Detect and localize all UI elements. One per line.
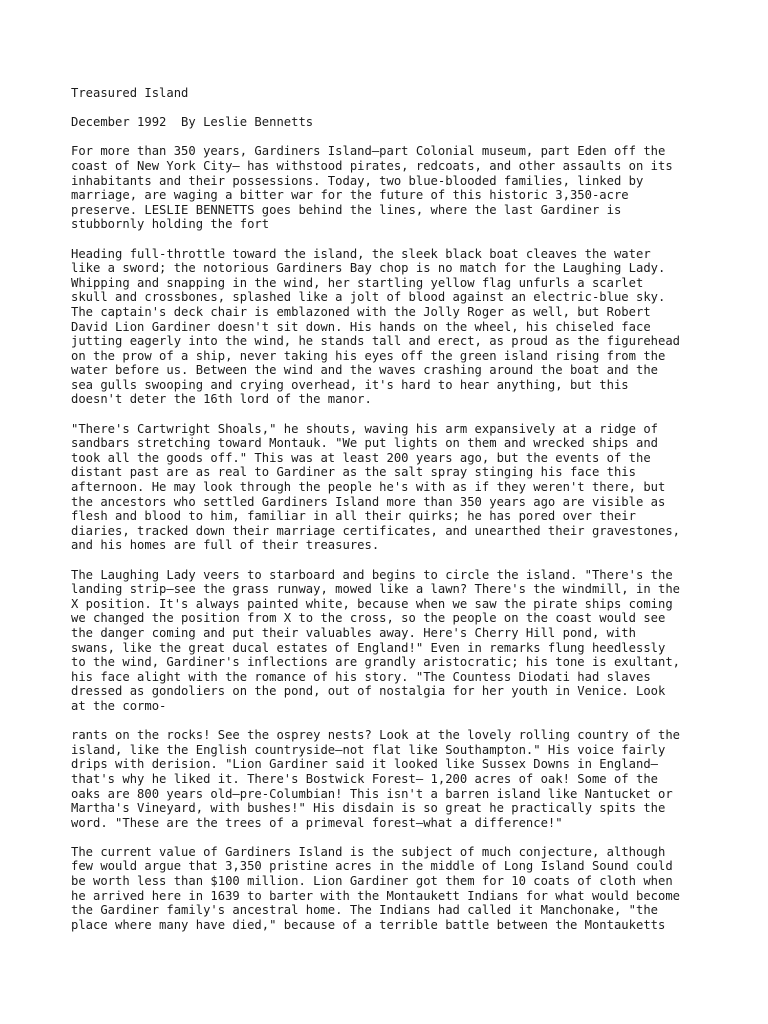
paragraph [71, 247, 711, 408]
text-line: drips with derision. "Lion Gardiner said it looked like Sussex Downs in England— [71, 757, 658, 772]
text-line: the danger coming and put their valuables away. Here's Cherry Hill pond, with [71, 625, 636, 640]
text-line: inhabitants and their possessions. Today, two blue-blooded families, linked by [71, 173, 644, 188]
text-line: flesh and blood to him, familiar in all their quirks; he has pored over their [71, 509, 636, 524]
text-line: water before us. Between the wind and the waves crashing around the boat and the [71, 363, 658, 378]
paragraph [71, 728, 711, 830]
text-line: skull and crossbones, splashed like a jolt of blood against an electric-blue sky. [71, 290, 666, 305]
text-line: David Lion Gardiner doesn't sit down. His hands on the wheel, his chiseled face [71, 319, 651, 334]
text-line: diaries, tracked down their marriage certificates, and unearthed their gravestones, [71, 523, 681, 538]
text-line: word. "These are the trees of a primeval forest—what a difference!" [71, 815, 563, 830]
text-line: on the prow of a ship, never taking his eyes off the green island rising from the [71, 348, 666, 363]
text-line: Whipping and snapping in the wind, her startling yellow flag unfurls a scarlet [71, 275, 644, 290]
text-line: few would argue that 3,350 pristine acres in the middle of Long Island Sound could [71, 859, 673, 874]
paragraph [71, 422, 711, 553]
text-line: jutting eagerly into the wind, he stands tall and erect, as proud as the figurehead [71, 334, 681, 349]
text-line: landing strip—see the grass runway, mowed like a lawn? There's the windmill, in the [71, 582, 681, 597]
text-line: place where many have died," because of a terrible battle between the Montauketts [71, 917, 666, 932]
text-line: took all the goods off." This was at least 200 years ago, but the events of the [71, 450, 651, 465]
text-line: we changed the position from X to the cross, so the people on the coast would see [71, 611, 666, 626]
text-line: coast of New York City— has withstood pirates, redcoats, and other assaults on its [71, 158, 673, 173]
text-line: he arrived here in 1639 to barter with the Montaukett Indians for what would become [71, 888, 681, 903]
text-line: his face alight with the romance of his story. "The Countess Diodati had slaves [71, 669, 651, 684]
text-line: sea gulls swooping and crying overhead, it's hard to hear anything, but this [71, 377, 629, 392]
paragraph [71, 568, 711, 714]
text-line: dressed as gondoliers on the pond, out of nostalgia for her youth in Venice. Look [71, 684, 666, 699]
text-line: to the wind, Gardiner's inflections are grandly aristocratic; his tone is exultant, [71, 655, 681, 670]
text-line: distant past are as real to Gardiner as the salt spray stinging his face this [71, 465, 636, 480]
text-line: sandbars stretching toward Montauk. "We put lights on them and wrecked ships and [71, 436, 658, 451]
text-line: the ancestors who settled Gardiners Island more than 350 years ago are visible as [71, 494, 666, 509]
paragraph [71, 845, 711, 933]
text-line: preserve. LESLIE BENNETTS goes behind the lines, where the last Gardiner is [71, 202, 622, 217]
text-line: like a sword; the notorious Gardiners Bay chop is no match for the Laughing Lady. [71, 261, 666, 276]
text-line: afternoon. He may look through the people he's with as if they weren't there, but [71, 480, 666, 495]
text-line: island, like the English countryside—not flat like Southampton." His voice fairly [71, 742, 666, 757]
text-line: Martha's Vineyard, with bushes!" His disdain is so great he practically spits the [71, 801, 666, 816]
text-line: that's why he liked it. There's Bostwick Forest— 1,200 acres of oak! Some of the [71, 771, 658, 786]
text-line: The current value of Gardiners Island is the subject of much conjecture, although [71, 844, 666, 859]
article-title: Treasured Island [71, 86, 189, 100]
text-line: "There's Cartwright Shoals," he shouts, waving his arm expansively at a ridge of [71, 421, 658, 436]
text-line: For more than 350 years, Gardiners Island—part Colonial museum, part Eden off the [71, 144, 666, 159]
text-line: The captain's deck chair is emblazoned with the Jolly Roger as well, but Robert [71, 304, 651, 319]
text-line: The Laughing Lady veers to starboard and begins to circle the island. "There's the [71, 567, 673, 582]
text-line: swans, like the great ducal estates of England!" Even in remarks flung heedlessly [71, 640, 666, 655]
text-line: rants on the rocks! See the osprey nests? Look at the lovely rolling country of the [71, 728, 681, 743]
text-line: stubbornly holding the fort [71, 217, 270, 232]
text-line: X position. It's always painted white, because when we saw the pirate ships coming [71, 596, 673, 611]
text-line: the Gardiner family's ancestral home. The Indians had called it Manchonake, "the [71, 903, 658, 918]
text-line: marriage, are waging a bitter war for the future of this historic 3,350-acre [71, 188, 629, 203]
document-page [71, 86, 711, 947]
paragraph [71, 144, 711, 232]
text-line: and his homes are full of their treasures. [71, 538, 380, 553]
text-line: oaks are 800 years old—pre-Columbian! This isn't a barren island like Nantucket or [71, 786, 673, 801]
article-byline: December 1992 By Leslie Bennetts [71, 115, 314, 130]
text-line: be worth less than $100 million. Lion Gardiner got them for 10 coats of cloth when [71, 874, 673, 889]
text-line: at the cormo- [71, 698, 167, 713]
text-line: Heading full-throttle toward the island, the sleek black boat cleaves the water [71, 246, 651, 261]
article-body [71, 144, 711, 932]
text-line: doesn't deter the 16th lord of the manor. [71, 392, 372, 407]
